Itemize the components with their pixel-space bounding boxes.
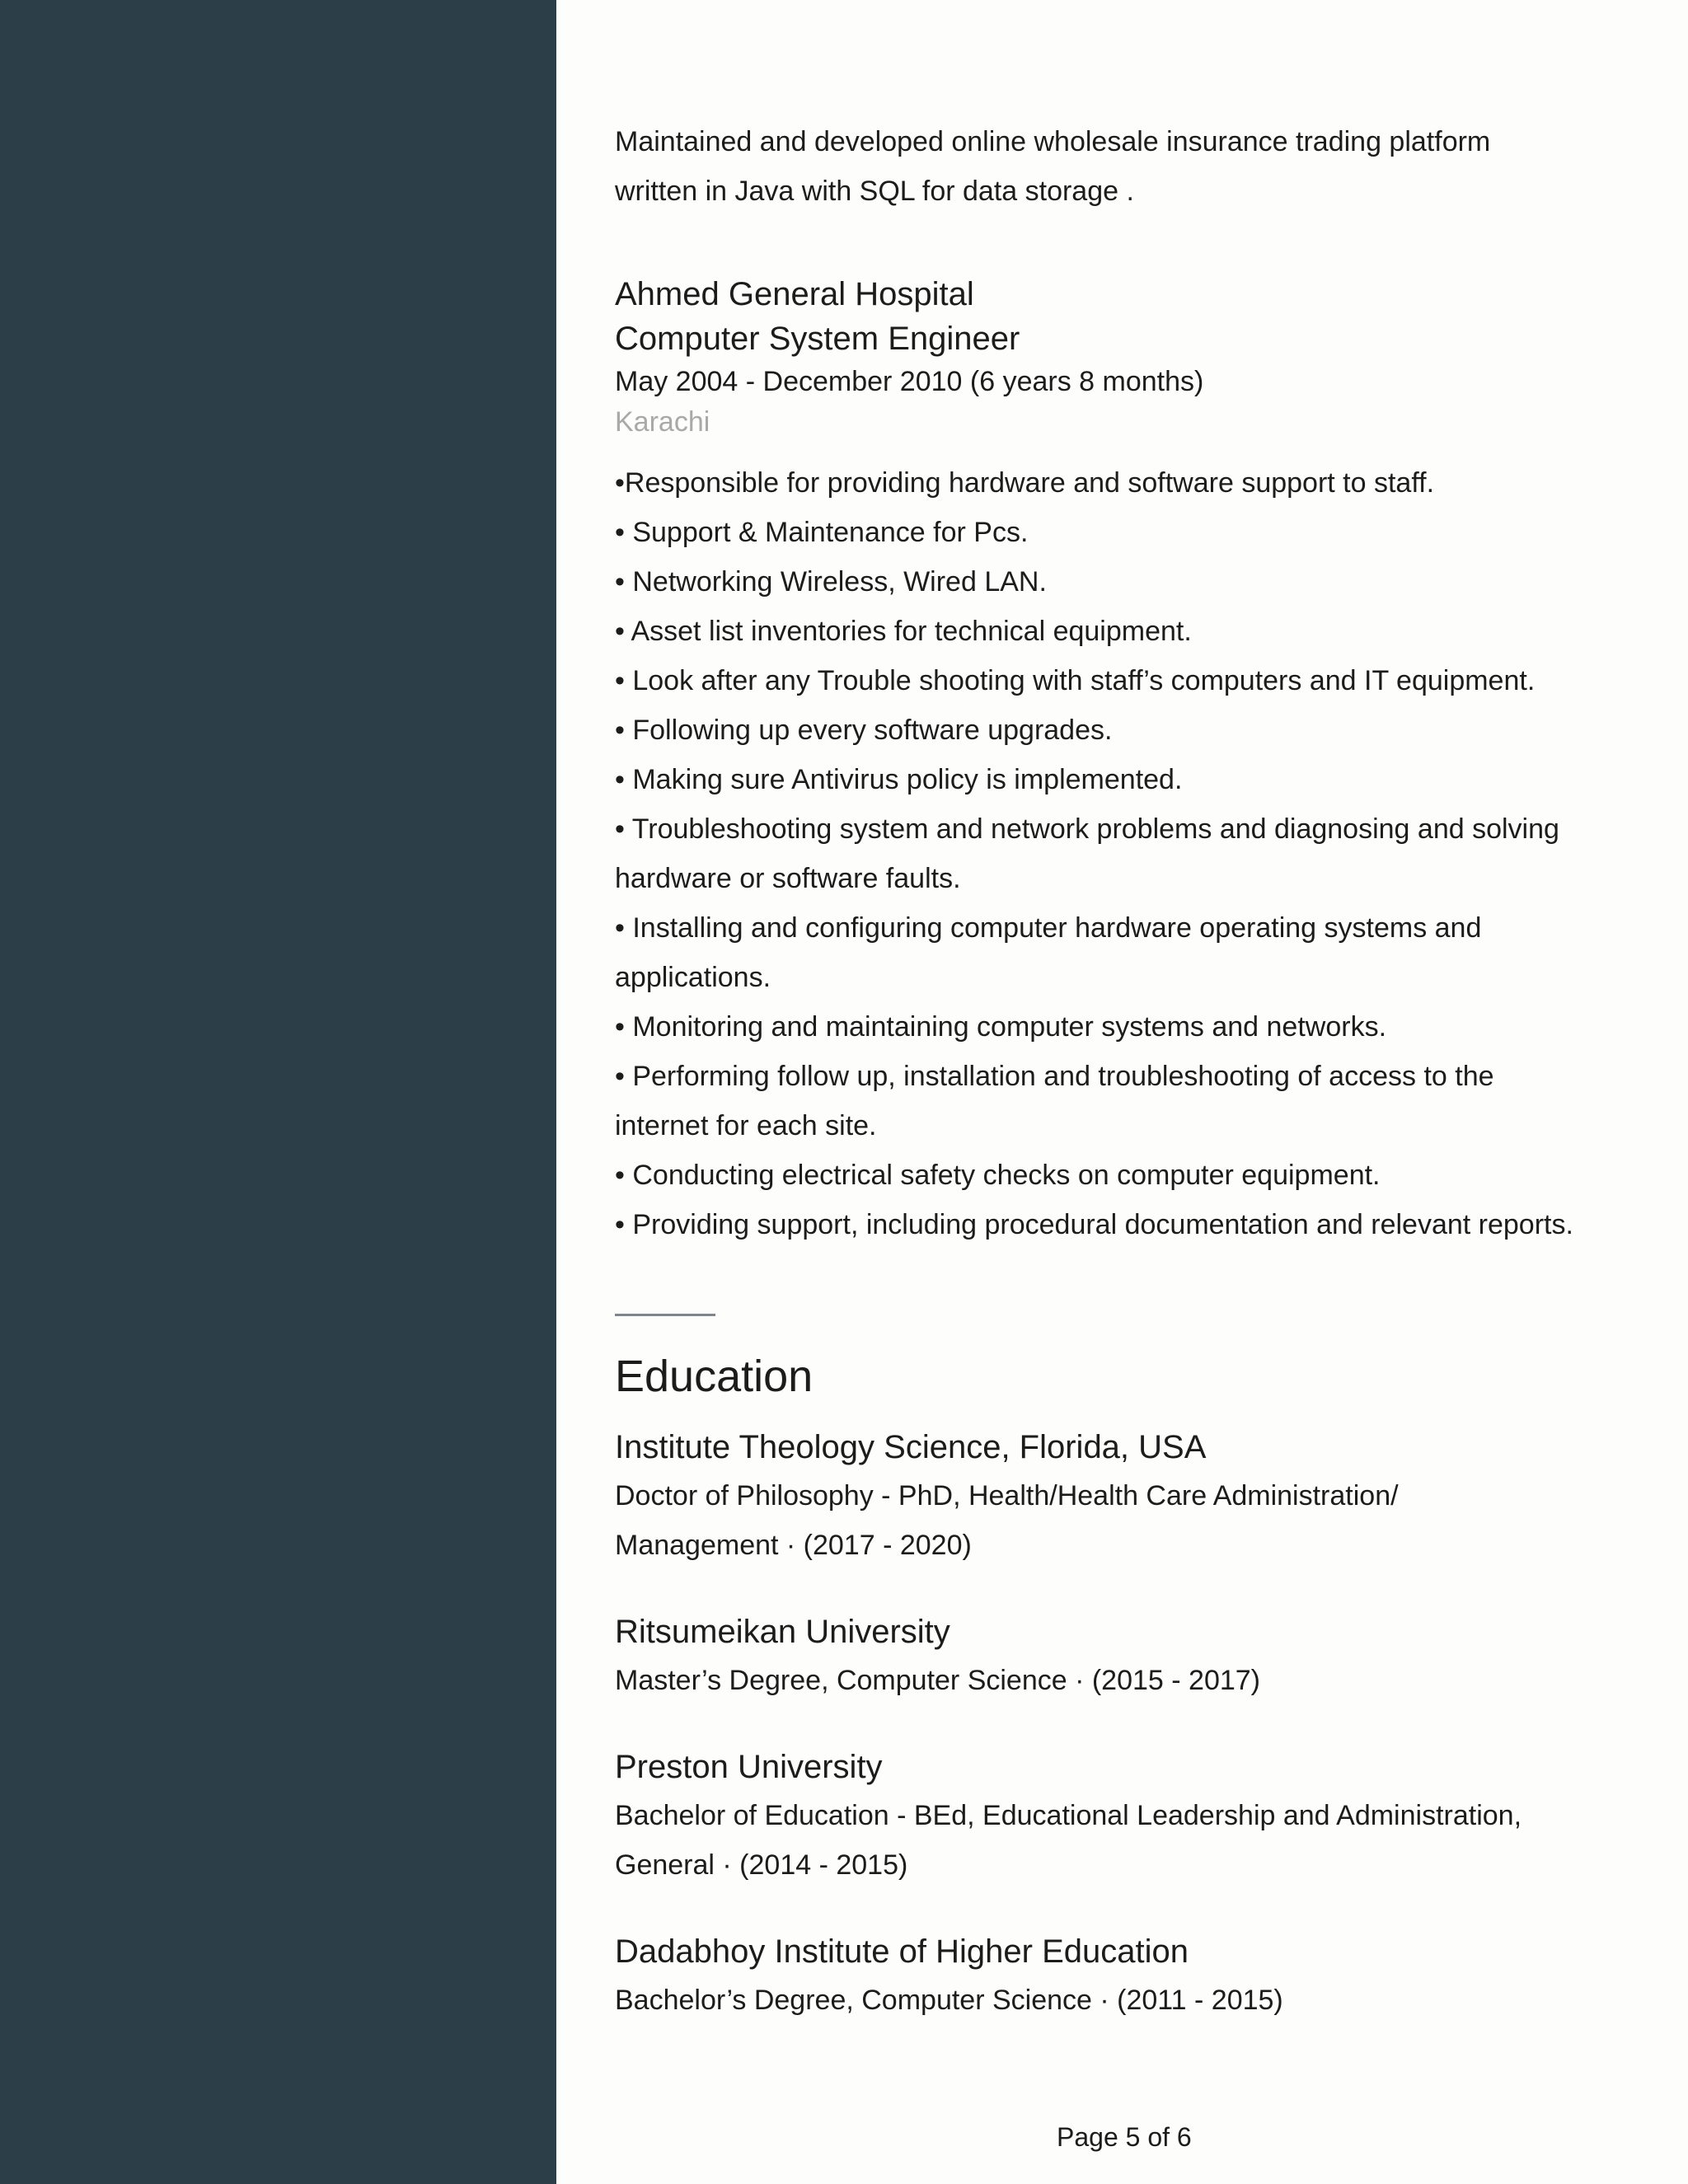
page-number: Page 5 of 6 bbox=[1057, 2122, 1192, 2152]
education-entry bbox=[615, 1608, 1637, 1705]
bullet-item: • Support & Maintenance for Pcs. bbox=[615, 517, 1029, 548]
degree-detail: Bachelor’s Degree, Computer Science · (2011 - 2015) bbox=[615, 1985, 1283, 2016]
bullet-item: • Troubleshooting system and network problems and diagnosing and solving bbox=[615, 813, 1559, 845]
section-divider bbox=[615, 1314, 715, 1316]
education-entry bbox=[615, 1743, 1637, 1890]
previous-job-description bbox=[615, 117, 1637, 216]
job-title: Computer System Engineer bbox=[615, 321, 1020, 357]
job-location: Karachi bbox=[615, 406, 710, 438]
school-name: Dadabhoy Institute of Higher Education bbox=[615, 1933, 1189, 1970]
degree-detail: Doctor of Philosophy - PhD, Health/Health Care Administration/ bbox=[615, 1480, 1399, 1511]
bullet-item: • Providing support, including procedural documentation and relevant reports. bbox=[615, 1209, 1573, 1240]
bullet-item: • Installing and configuring computer hardware operating systems and bbox=[615, 912, 1482, 944]
bullet-item: hardware or software faults. bbox=[615, 863, 961, 894]
degree-detail: General · (2014 - 2015) bbox=[615, 1849, 908, 1881]
sidebar-panel bbox=[0, 0, 556, 2184]
education-list bbox=[615, 1423, 1637, 2063]
description-line: Maintained and developed online wholesale insurance trading platform bbox=[615, 126, 1491, 157]
bullet-item: • Asset list inventories for technical equipment. bbox=[615, 616, 1192, 647]
bullet-item: • Networking Wireless, Wired LAN. bbox=[615, 566, 1047, 598]
school-name: Preston University bbox=[615, 1749, 883, 1785]
bullet-item: applications. bbox=[615, 962, 771, 993]
bullet-item: • Performing follow up, installation and troubleshooting of access to the bbox=[615, 1061, 1494, 1092]
degree-detail: Management · (2017 - 2020) bbox=[615, 1530, 972, 1561]
description-line: written in Java with SQL for data storage . bbox=[615, 176, 1134, 207]
bullet-item: internet for each site. bbox=[615, 1110, 877, 1141]
school-name: Ritsumeikan University bbox=[615, 1614, 950, 1650]
education-entry bbox=[615, 1423, 1637, 1570]
school-name: Institute Theology Science, Florida, USA bbox=[615, 1429, 1207, 1465]
company-name: Ahmed General Hospital bbox=[615, 276, 974, 312]
bullet-item: • Monitoring and maintaining computer systems and networks. bbox=[615, 1011, 1387, 1043]
bullet-item: •Responsible for providing hardware and software support to staff. bbox=[615, 467, 1435, 499]
bullet-item: • Conducting electrical safety checks on computer equipment. bbox=[615, 1160, 1381, 1191]
bullet-item: • Look after any Trouble shooting with staff’s computers and IT equipment. bbox=[615, 665, 1536, 696]
education-heading: Education bbox=[615, 1352, 814, 1401]
job-entry bbox=[615, 272, 1637, 1249]
education-entry bbox=[615, 1928, 1637, 2025]
degree-detail: Bachelor of Education - BEd, Educational Leadership and Administration, bbox=[615, 1800, 1522, 1831]
job-bullet-list bbox=[615, 458, 1637, 1249]
bullet-item: • Making sure Antivirus policy is implemented. bbox=[615, 764, 1183, 795]
bullet-item: • Following up every software upgrades. bbox=[615, 715, 1113, 746]
job-dates: May 2004 - December 2010 (6 years 8 months) bbox=[615, 366, 1204, 397]
degree-detail: Master’s Degree, Computer Science · (2015 - 2017) bbox=[615, 1665, 1260, 1696]
